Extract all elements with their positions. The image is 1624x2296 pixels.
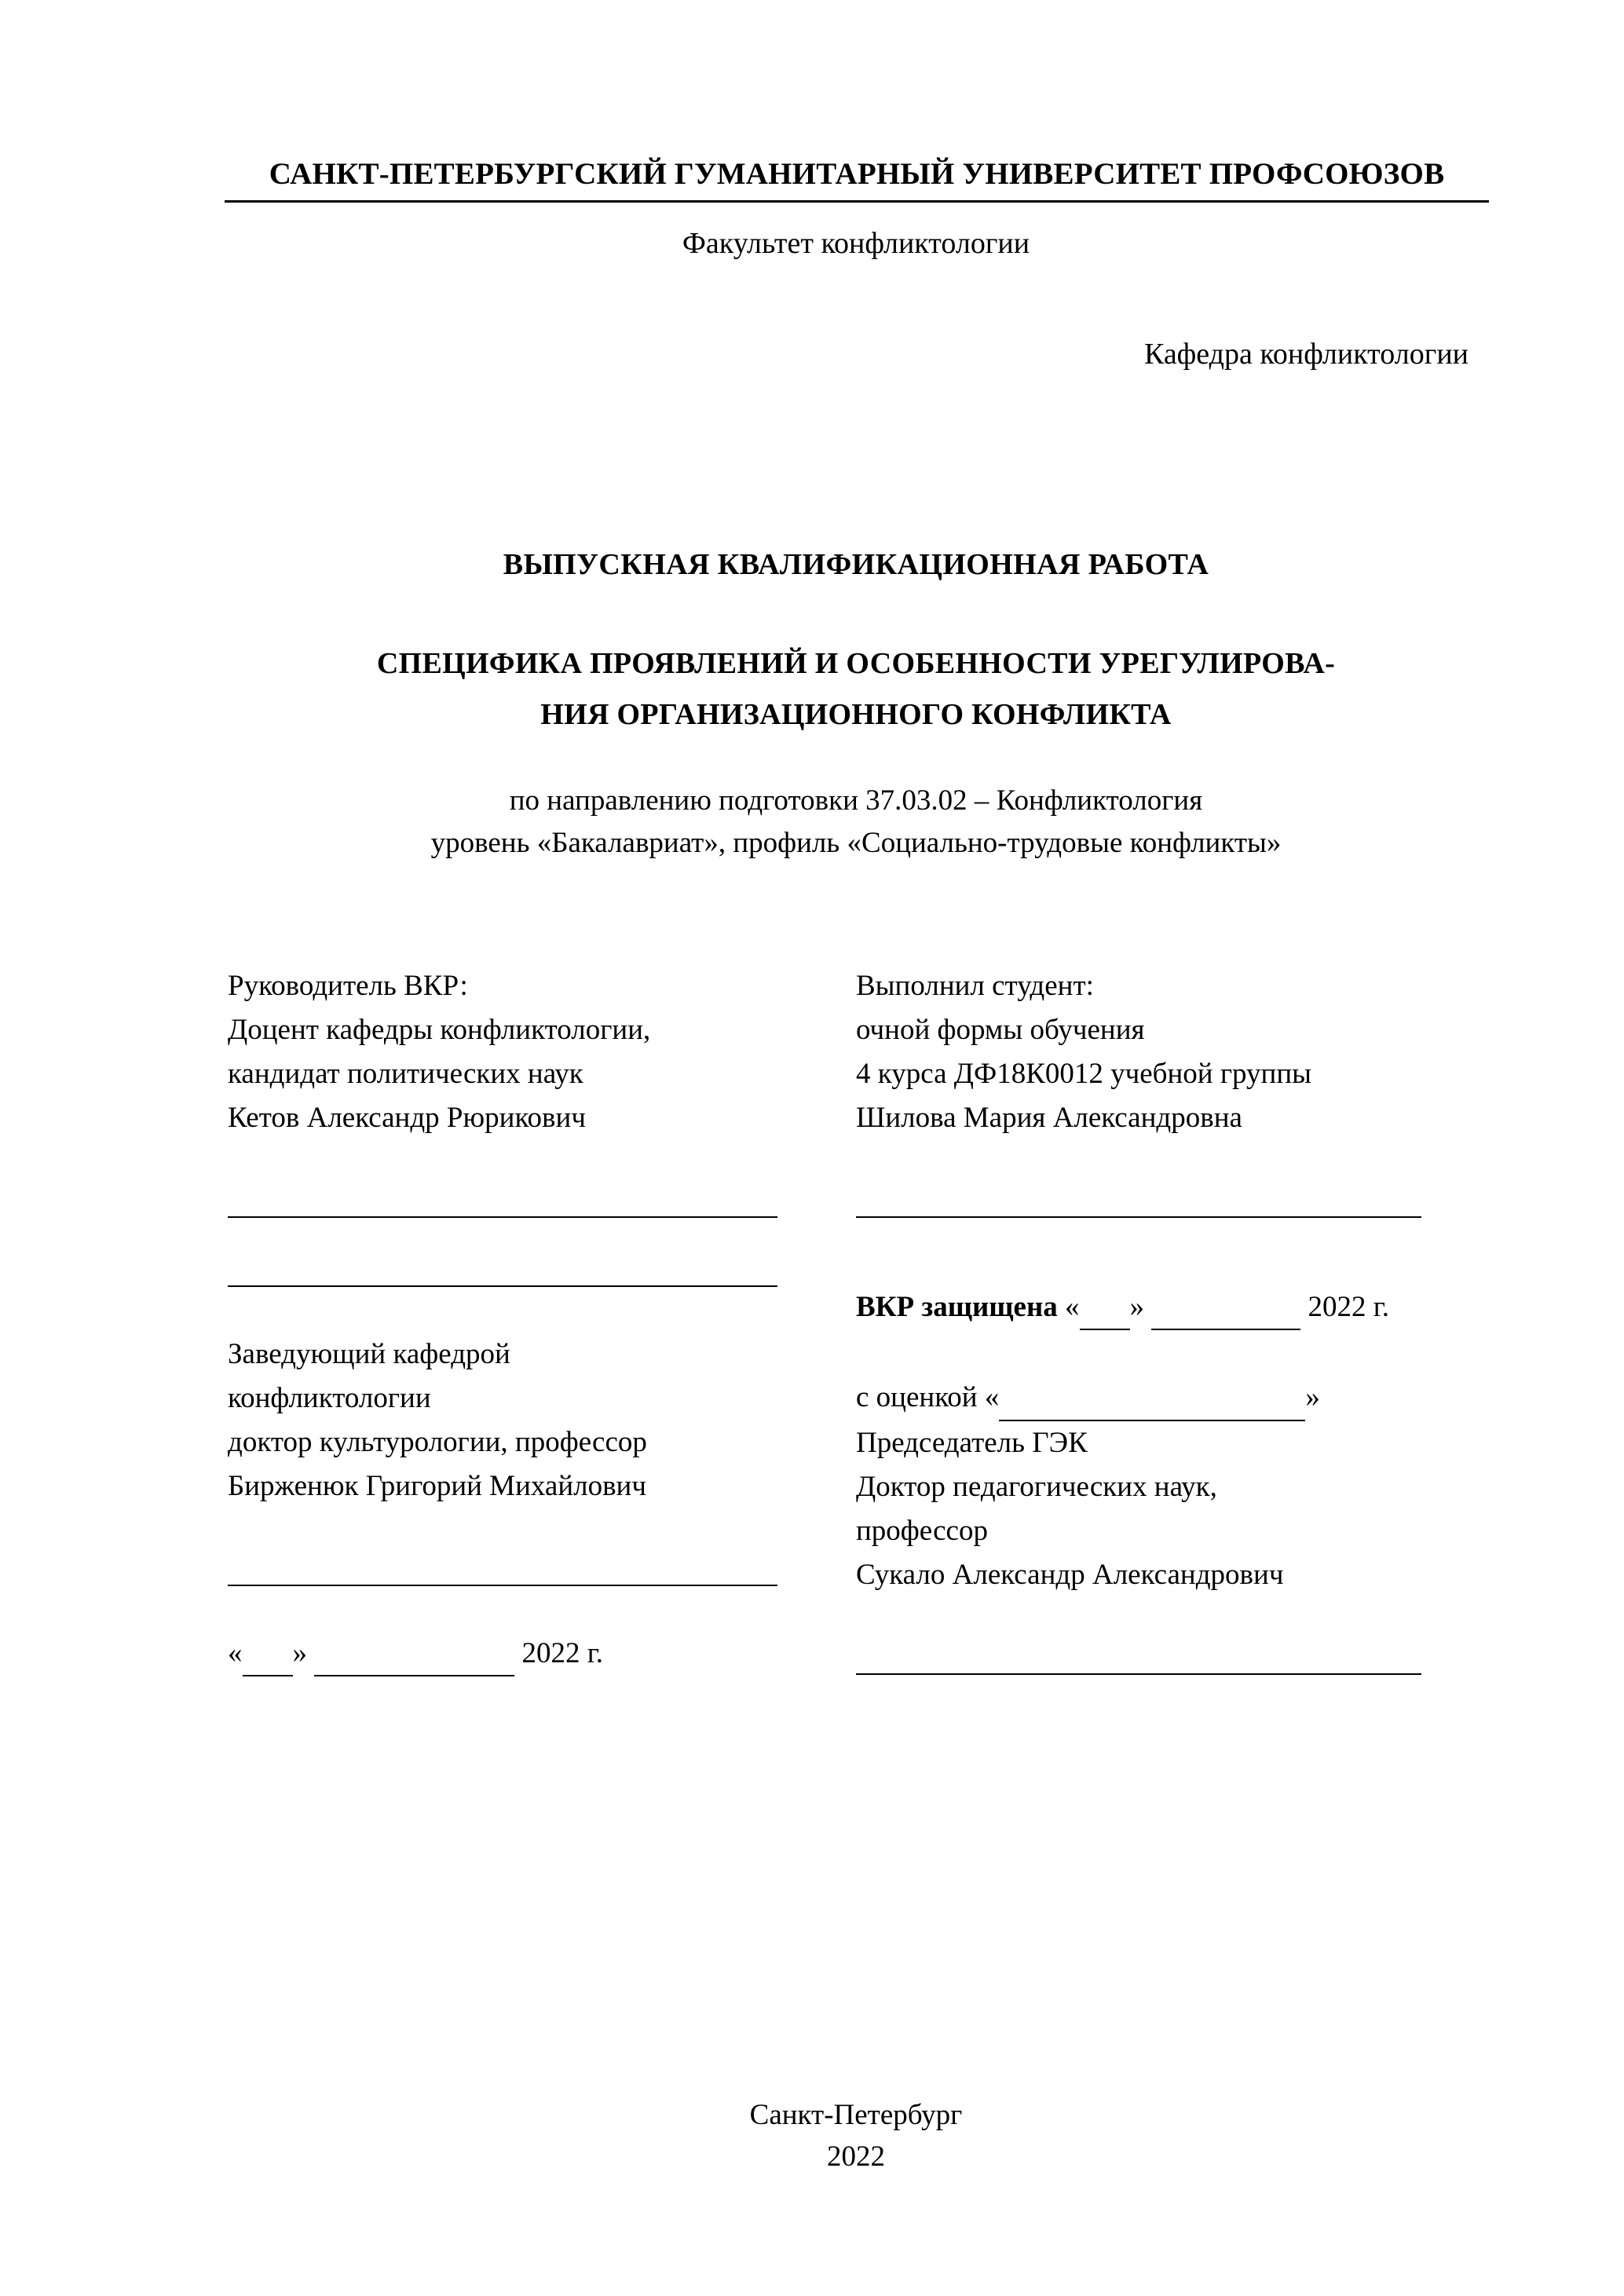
student-group: 4 курса ДФ18К0012 учебной группы	[856, 1058, 1312, 1091]
head-of-department-line-3: доктор культурологии, профессор	[228, 1426, 647, 1459]
student-form: очной формы обучения	[856, 1014, 1145, 1047]
thesis-title-line-2: НИЯ ОРГАНИЗАЦИОННОГО КОНФЛИКТА	[540, 697, 1172, 731]
grade-blank	[999, 1376, 1305, 1421]
spacer	[228, 1287, 825, 1333]
bottom-date-month-blank	[314, 1632, 514, 1677]
program-direction: по направлению подготовки 37.03.02 – Конфликтология	[509, 784, 1203, 817]
head-of-department-line-2: конфликтологии	[228, 1381, 431, 1414]
bottom-date	[228, 1632, 825, 1677]
thesis-title	[228, 638, 1484, 741]
thesis-title-line-1: СПЕЦИФИКА ПРОЯВЛЕНИЙ И ОСОБЕННОСТИ УРЕГУЛИРОВА-	[376, 646, 1336, 680]
bottom-date-year: 2022 г.	[521, 1636, 604, 1669]
defense-quote-close: »	[1129, 1290, 1145, 1323]
supervisor-degree: кандидат политических наук	[228, 1058, 583, 1091]
bottom-date-quote-open: «	[228, 1636, 243, 1669]
university-name: САНКТ-ПЕТЕРБУРГСКИЙ ГУМАНИТАРНЫЙ УНИВЕРСИТЕТ ПРОФСОЮЗОВ	[225, 155, 1489, 203]
footer	[228, 2095, 1484, 2177]
footer-year: 2022	[827, 2140, 885, 2173]
student-role: Выполнил студент:	[856, 969, 1094, 1002]
spacer	[228, 1509, 825, 1585]
spacer	[228, 1141, 825, 1216]
spacer	[856, 1330, 1484, 1376]
grade-line	[856, 1376, 1484, 1421]
spacer	[856, 1598, 1484, 1673]
faculty-name: Факультет конфликтологии	[682, 226, 1030, 260]
defense-label: ВКР защищена	[856, 1290, 1058, 1323]
chairman-degree: Доктор педагогических наук,	[856, 1470, 1217, 1503]
supervisor-role: Руководитель ВКР:	[228, 969, 468, 1002]
spacer	[228, 1218, 825, 1285]
bottom-date-quote-close: »	[292, 1636, 307, 1669]
head-of-department-line-1: Заведующий кафедрой	[228, 1337, 510, 1370]
program-info	[228, 780, 1484, 864]
head-of-department-line-4: Бирженюк Григорий Михайлович	[228, 1470, 646, 1503]
bottom-date-day-blank	[243, 1632, 293, 1677]
supervisor-name: Кетов Александр Рюрикович	[228, 1102, 586, 1135]
supervisor-position: Доцент кафедры конфликтологии,	[228, 1014, 651, 1047]
spacer	[228, 1586, 825, 1632]
chairman-role: Председатель ГЭК	[856, 1426, 1088, 1459]
spacer	[856, 1218, 1484, 1285]
department-name: Кафедра конфликтологии	[1143, 338, 1469, 371]
program-level: уровень «Бакалавриат», профиль «Социально-трудовые конфликты»	[430, 826, 1282, 859]
left-column	[228, 964, 825, 1676]
defense-day-blank	[1080, 1285, 1130, 1331]
grade-prefix: с оценкой «	[856, 1381, 1000, 1414]
student-name: Шилова Мария Александровна	[856, 1102, 1242, 1135]
document-type: ВЫПУСКНАЯ КВАЛИФИКАЦИОННАЯ РАБОТА	[503, 547, 1209, 581]
defense-month-blank	[1151, 1285, 1300, 1331]
grade-suffix: »	[1305, 1381, 1320, 1414]
chairman-signature-line	[856, 1673, 1421, 1675]
chairman-rank: профессор	[856, 1515, 988, 1548]
page-content	[228, 155, 1484, 2173]
spacer	[856, 1141, 1484, 1216]
footer-city: Санкт-Петербург	[749, 2099, 963, 2131]
chairman-name: Сукало Александр Александрович	[856, 1559, 1284, 1592]
right-column	[856, 964, 1484, 1675]
defense-quote-open: «	[1065, 1290, 1080, 1323]
defense-line	[856, 1285, 1484, 1331]
defense-year: 2022 г.	[1308, 1290, 1390, 1323]
